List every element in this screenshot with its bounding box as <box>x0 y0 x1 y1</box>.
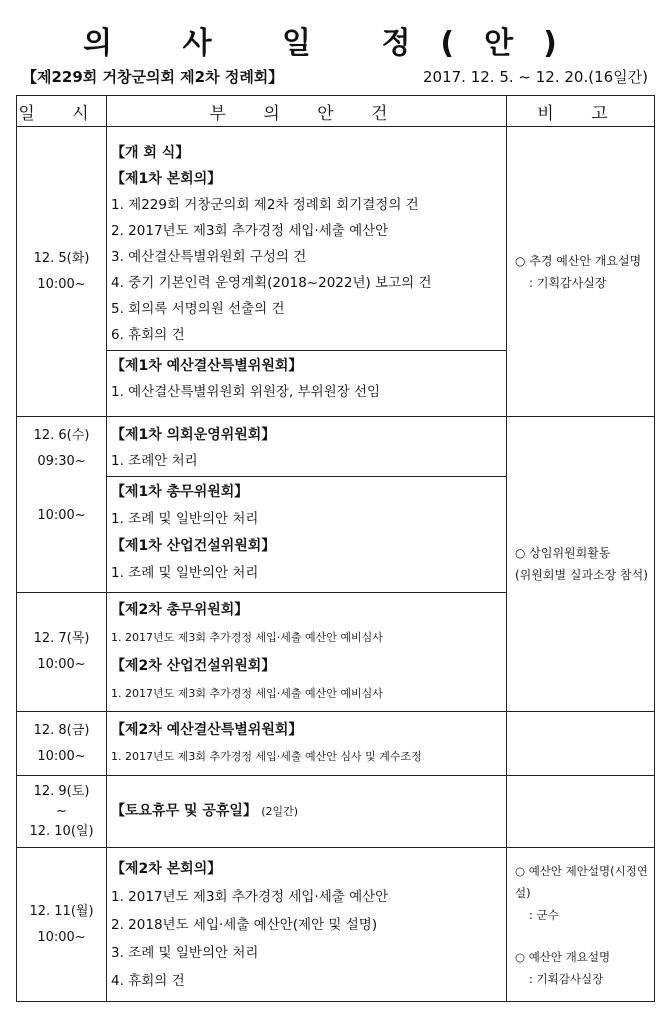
remarks-cell <box>507 776 655 848</box>
agenda-header: 【개 회 식】 <box>111 144 190 161</box>
header-agenda: 부 의 안 건 <box>107 96 507 127</box>
agenda-item: 5. 회의록 서명의원 선출의 건 <box>111 300 285 317</box>
agenda-suffix: (2일간) <box>261 804 299 818</box>
remark-line: ○ 추경 예산안 개요설명 <box>515 253 642 268</box>
agenda-cell <box>107 127 507 417</box>
agenda-item: 4. 휴회의 건 <box>111 972 185 989</box>
table-row <box>17 848 655 1002</box>
agenda-item: 6. 휴회의 건 <box>111 326 185 343</box>
agenda-header: 【제1차 의회운영위원회】 <box>111 427 276 443</box>
agenda-item: 1. 제229회 거창군의회 제2차 정례회 회기결정의 건 <box>111 196 419 213</box>
remark-line: ○ 상임위원회활동 <box>515 546 611 560</box>
agenda-header: 【제1차 총무위원회】 <box>111 484 249 500</box>
table-header-row <box>17 96 655 127</box>
agenda-header: 【제2차 예산결산특별위원회】 <box>111 722 303 738</box>
agenda-item: 2. 2017년도 제3회 추가경정 세입·세출 예산안 <box>111 222 389 239</box>
agenda-item: 3. 조례 및 일반의안 처리 <box>111 944 259 961</box>
agenda-header: 【제2차 본회의】 <box>111 860 222 877</box>
schedule-table <box>16 95 655 1002</box>
remarks-cell <box>507 712 655 776</box>
page-title: 의 사 일 정(안) <box>83 26 587 61</box>
agenda-item: 1. 2017년도 제3회 추가경정 세입·세출 예산안 예비심사 <box>111 631 383 644</box>
agenda-header: 【제2차 산업건설위원회】 <box>111 658 276 674</box>
session-label: 【제229회 거창군의회 제2차 정례회】 <box>22 68 284 86</box>
agenda-header: 【제1차 예산결산특별위원회】 <box>111 357 303 374</box>
agenda-cell <box>107 417 507 593</box>
agenda-item: 1. 예산결산특별위원회 위원장, 부위원장 선임 <box>111 383 381 400</box>
agenda-header: 【제1차 산업건설위원회】 <box>111 538 276 554</box>
table-row <box>17 127 655 417</box>
agenda-item: 1. 조례안 처리 <box>111 453 198 469</box>
agenda-cell <box>107 712 507 776</box>
date-cell: 12. 8(금) 10:00~ <box>17 712 107 776</box>
agenda-item: 4. 중기 기본인력 운영계획(2018~2022년) 보고의 건 <box>111 274 432 291</box>
table-row <box>17 776 655 848</box>
agenda-item: 1. 조례 및 일반의안 처리 <box>111 511 259 527</box>
remark-line: : 군수 <box>529 907 559 922</box>
remarks-cell <box>507 127 655 417</box>
remark-line: : 기획감사실장 <box>529 275 607 290</box>
table-row <box>17 417 655 593</box>
remarks-cell <box>507 848 655 1002</box>
agenda-header: 【제2차 총무위원회】 <box>111 602 249 618</box>
agenda-cell <box>107 593 507 712</box>
table-row <box>17 712 655 776</box>
session-period: 2017. 12. 5. ~ 12. 20.(16일간) <box>423 68 648 86</box>
agenda-item: 1. 2017년도 제3회 추가경정 세입·세출 예산안 <box>111 888 389 905</box>
date-cell: 12. 6(수) 09:30~ 10:00~ <box>17 417 107 593</box>
date-cell: 12. 7(목) 10:00~ <box>17 593 107 712</box>
agenda-item: 2. 2018년도 세입·세출 예산안(제안 및 설명) <box>111 916 378 933</box>
remark-line: ○ 예산안 제안설명(시정연설) <box>515 863 648 900</box>
agenda-cell <box>107 848 507 1002</box>
header-remarks: 비 고 <box>507 96 655 127</box>
agenda-item: 1. 2017년도 제3회 추가경정 세입·세출 예산안 예비심사 <box>111 687 383 700</box>
remark-line: ○ 예산안 개요설명 <box>515 949 611 964</box>
date-cell: 12. 9(토) ~ 12. 10(일) <box>17 776 107 848</box>
remarks-cell <box>507 417 655 712</box>
agenda-item: 1. 2017년도 제3회 추가경정 세입·세출 예산안 심사 및 계수조정 <box>111 749 422 763</box>
header-date: 일 시 <box>17 96 107 127</box>
remark-line: (위원회별 실과소장 참석) <box>515 568 648 582</box>
date-cell: 12. 5(화) 10:00~ <box>17 127 107 417</box>
agenda-cell <box>107 776 507 848</box>
agenda-item: 3. 예산결산특별위원회 구성의 건 <box>111 248 307 265</box>
agenda-header: 【제1차 본회의】 <box>111 170 222 187</box>
remark-line: : 기획감사실장 <box>529 971 604 986</box>
agenda-header: 【토요휴무 및 공휴일】 <box>111 802 257 819</box>
agenda-item: 1. 조례 및 일반의안 처리 <box>111 565 259 581</box>
date-cell: 12. 11(월) 10:00~ <box>17 848 107 1002</box>
